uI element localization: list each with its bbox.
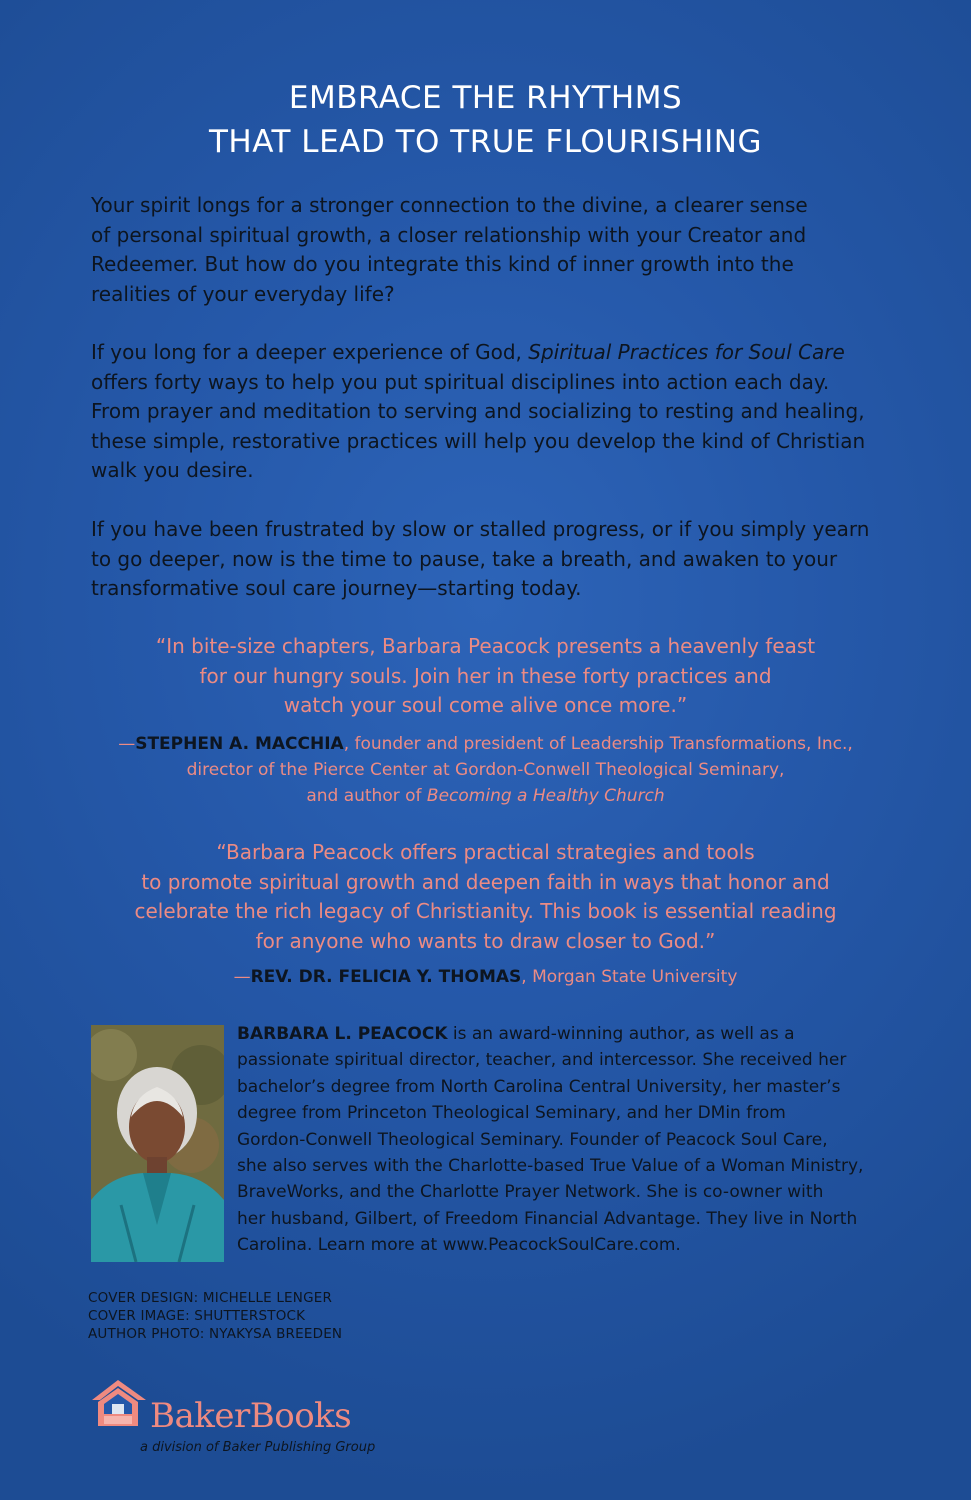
publisher-division: a division of Baker Publishing Group (140, 1440, 376, 1455)
bio-line: BraveWorks, and the Charlotte Prayer Network. She is co-owner with (237, 1182, 824, 1203)
dash: — (118, 734, 136, 754)
text-line: offers forty ways to help you put spiritual disciplines into action each day. (91, 369, 830, 394)
bakerbooks-house-icon (88, 1374, 150, 1430)
bio-line (237, 1021, 927, 1047)
quote-line: “Barbara Peacock offers practical strategies and tools (216, 840, 755, 864)
bio-line: Carolina. Learn more at www.PeacockSoulCare.com. (237, 1235, 681, 1256)
description-paragraph-1 (91, 191, 911, 309)
author-bio (237, 1021, 927, 1259)
description-paragraph-2 (91, 338, 911, 486)
attribution-line: director of the Pierce Center at Gordon-Conwell Theological Seminary, (186, 760, 785, 780)
endorsement-attribution-1 (0, 731, 971, 809)
headline-line-1: EMBRACE THE RHYTHMS (288, 80, 683, 116)
credits (88, 1289, 342, 1343)
attribution-line (0, 783, 971, 809)
publisher-logo (86, 1372, 406, 1462)
quote-line: celebrate the rich legacy of Christianity. This book is essential reading (134, 899, 837, 923)
bio-line: degree from Princeton Theological Seminary, and her DMin from (237, 1103, 786, 1124)
author-name: BARBARA L. PEACOCK (237, 1024, 448, 1044)
text-line: walk you desire. (91, 458, 254, 482)
headline (0, 76, 971, 164)
text-fragment: and author of (306, 786, 427, 806)
text-fragment: If you long for a deeper experience of God, (91, 340, 529, 364)
bio-line: she also serves with the Charlotte-based True Value of a Woman Ministry, (237, 1156, 864, 1177)
attribution-line (0, 731, 971, 757)
credit-cover-image: COVER IMAGE: SHUTTERSTOCK (88, 1308, 306, 1324)
description-paragraph-3 (91, 515, 911, 604)
author-portrait-illustration (91, 1025, 224, 1262)
quote-line: watch your soul come alive once more.” (283, 693, 688, 717)
endorser-role: , Morgan State University (521, 967, 738, 987)
endorsement-quote-1 (0, 632, 971, 721)
credit-author-photo: AUTHOR PHOTO: NYAKYSA BREEDEN (88, 1326, 343, 1342)
quote-line: to promote spiritual growth and deepen faith in ways that honor and (141, 869, 830, 894)
endorser-role: , founder and president of Leadership Transformations, Inc., (343, 734, 853, 754)
bio-line: passionate spiritual director, teacher, and intercessor. She received her (237, 1050, 847, 1071)
text-line: of personal spiritual growth, a closer relationship with your Creator and (91, 222, 807, 247)
endorsement-quote-2 (0, 838, 971, 956)
text-line: to go deeper, now is the time to pause, take a breath, and awaken to your (91, 546, 838, 571)
bio-line: Gordon-Conwell Theological Seminary. Founder of Peacock Soul Care, (237, 1129, 828, 1150)
book-title: Spiritual Practices for Soul Care (528, 340, 845, 364)
text-line: Redeemer. But how do you integrate this kind of inner growth into the (91, 252, 794, 276)
text-line: transformative soul care journey—starting today. (91, 576, 582, 600)
text-line (91, 338, 911, 368)
endorser-book-title: Becoming a Healthy Church (426, 786, 665, 806)
publisher-name: BakerBooks (150, 1396, 352, 1436)
text-line: Your spirit longs for a stronger connection to the divine, a clearer sense (91, 193, 808, 217)
quote-line: for our hungry souls. Join her in these forty practices and (199, 663, 772, 688)
headline-line-2: THAT LEAD TO TRUE FLOURISHING (208, 124, 763, 160)
text-line: realities of your everyday life? (91, 281, 395, 306)
endorser-name: STEPHEN A. MACCHIA (135, 734, 344, 754)
text-line: these simple, restorative practices will help you develop the kind of Christian (91, 428, 866, 453)
author-photo (91, 1025, 224, 1262)
endorsement-attribution-2 (0, 964, 971, 990)
dash: — (233, 967, 251, 987)
bio-line: her husband, Gilbert, of Freedom Financial Advantage. They live in North (237, 1208, 858, 1229)
text-line: From prayer and meditation to serving and socializing to resting and healing, (91, 399, 865, 423)
attribution-line (0, 964, 971, 990)
quote-line: for anyone who wants to draw closer to God.” (255, 928, 716, 953)
quote-line: “In bite-size chapters, Barbara Peacock presents a heavenly feast (155, 634, 816, 658)
text-line: If you have been frustrated by slow or stalled progress, or if you simply yearn (91, 517, 870, 541)
credit-cover-design: COVER DESIGN: MICHELLE LENGER (88, 1290, 333, 1306)
bio-line: bachelor’s degree from North Carolina Central University, her master’s (237, 1076, 841, 1097)
endorser-name: REV. DR. FELICIA Y. THOMAS (250, 967, 522, 987)
text-fragment: is an award-winning author, as well as a (447, 1024, 795, 1044)
